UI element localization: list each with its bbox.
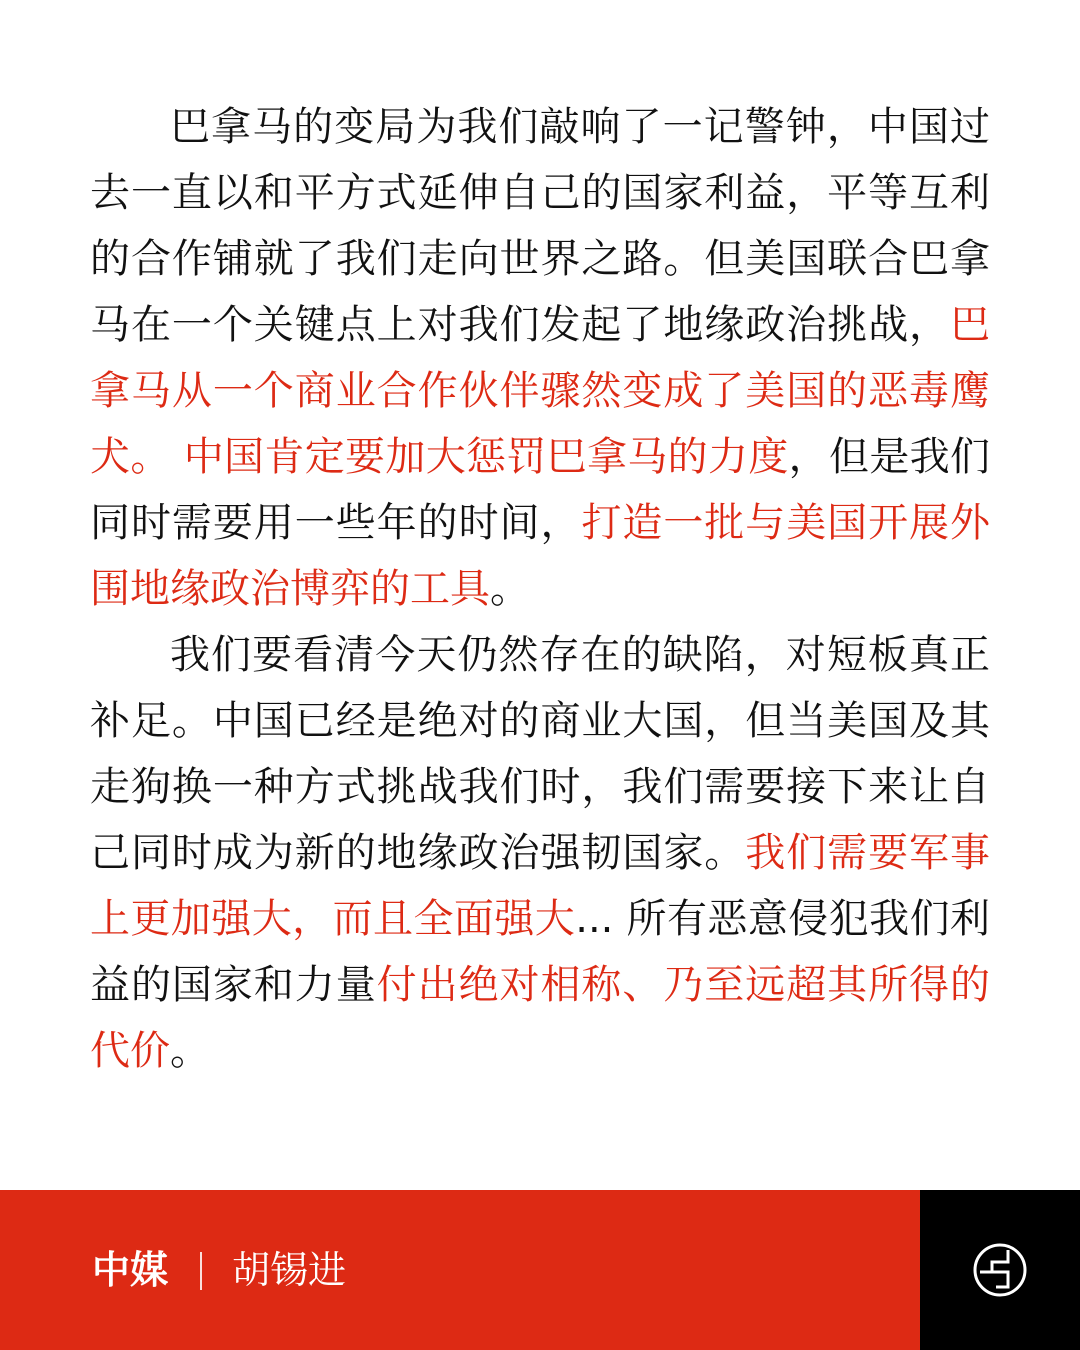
- paragraph-2-highlight-2: 付出绝对相称、乃至远超其所得的代价: [90, 962, 991, 1074]
- footer-black-panel: [920, 1190, 1080, 1350]
- paragraph-2-text-2: ... 所有恶意侵犯我们利益的国家和力量: [90, 896, 991, 1008]
- paragraph-1: [90, 94, 990, 622]
- footer-bar: [0, 1190, 1080, 1350]
- circular-logo-icon: [972, 1242, 1028, 1298]
- footer-divider: [200, 1252, 202, 1290]
- paragraph-1-text-3: 。: [490, 566, 530, 612]
- paragraph-1-highlight-1: 巴拿马从一个商业合作伙伴骤然变成了美国的恶毒鹰犬。 中国肯定要加大惩罚巴拿马的力度: [90, 302, 990, 480]
- paragraph-1-highlight-2: 打造一批与美国开展外围地缘政治博弈的工具: [90, 500, 991, 612]
- paragraph-2-text-3: 。: [170, 1028, 210, 1074]
- article-body: [90, 94, 990, 1084]
- source-label: 中媒: [92, 1248, 169, 1292]
- paragraph-2-highlight-1: 我们需要军事上更加强大，而且全面强大: [90, 830, 991, 942]
- paragraph-2: [90, 622, 990, 1084]
- paragraph-2-text-1: 我们要看清今天仍然存在的缺陷，对短板真正补足。中国已经是绝对的商业大国，但当美国及其走狗换一种方式挑战我们时，我们需要接下来让自己同时成为新的地缘政治强韧国家。: [90, 632, 990, 876]
- paragraph-1-text-2: ，但是我们同时需要用一些年的时间，: [90, 434, 990, 546]
- author-name: 胡锡进: [232, 1248, 347, 1292]
- paragraph-1-text-1: 巴拿马的变局为我们敲响了一记警钟，中国过去一直以和平方式延伸自己的国家利益，平等互利的合作铺就了我们走向世界之路。但美国联合巴拿马在一个关键点上对我们发起了地缘政治挑战，: [90, 104, 990, 348]
- footer-red-panel: [0, 1190, 920, 1350]
